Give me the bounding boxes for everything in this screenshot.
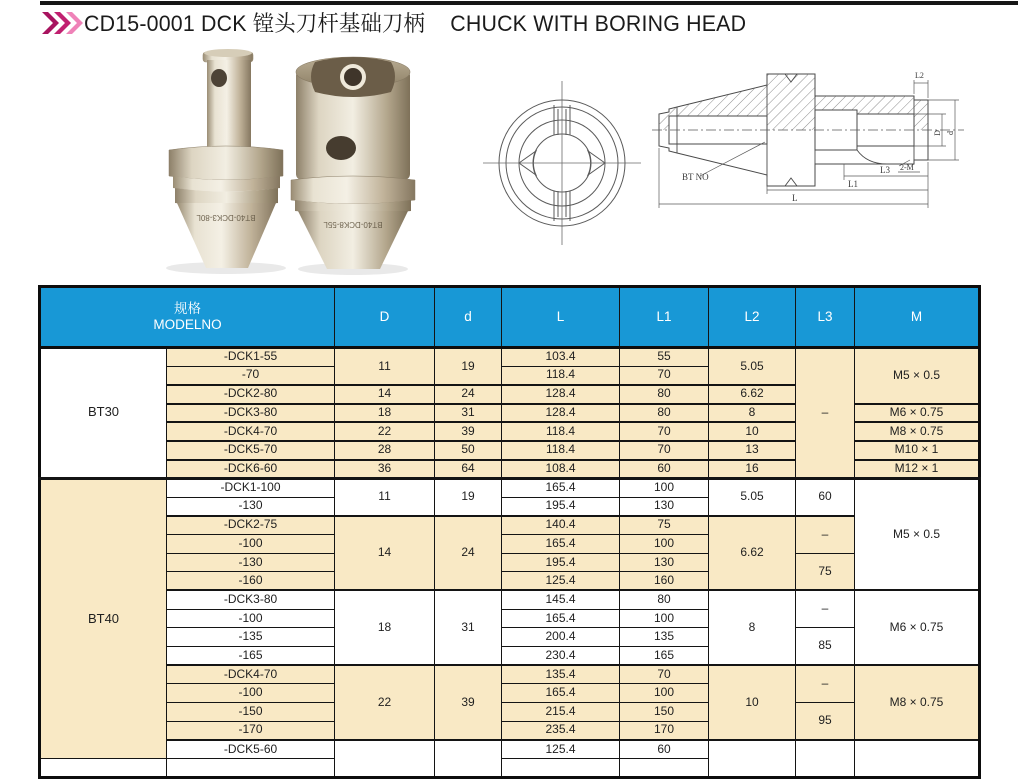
value-cell: 18 — [335, 404, 435, 423]
dim-label-2m: 2-M — [900, 163, 914, 172]
value-cell — [855, 740, 980, 777]
value-cell: 125.4 — [502, 740, 620, 759]
value-cell: – — [796, 590, 855, 627]
col-header-l2: L2 — [709, 287, 796, 348]
value-cell: 160 — [620, 572, 709, 591]
value-cell: 170 — [620, 721, 709, 740]
model-cell: -DCK2-75 — [167, 516, 335, 535]
value-cell: 39 — [435, 422, 502, 441]
value-cell: 130 — [620, 553, 709, 572]
value-cell: 60 — [620, 740, 709, 759]
value-cell: 6.62 — [709, 516, 796, 591]
value-cell: 8 — [709, 404, 796, 423]
value-cell: 19 — [435, 478, 502, 515]
value-cell: 8 — [709, 590, 796, 665]
value-cell: 22 — [335, 422, 435, 441]
value-cell: 16 — [709, 460, 796, 479]
value-cell: 128.4 — [502, 404, 620, 423]
value-cell: 5.05 — [709, 348, 796, 385]
value-cell — [796, 740, 855, 777]
value-cell: 145.4 — [502, 590, 620, 609]
title-row — [40, 7, 767, 38]
model-cell: -DCK5-70 — [167, 441, 335, 460]
model-cell: -150 — [167, 703, 335, 722]
value-cell: 14 — [335, 385, 435, 404]
value-cell: 60 — [796, 478, 855, 515]
value-cell — [502, 759, 620, 778]
value-cell — [435, 740, 502, 777]
spec-table-wrap — [38, 285, 978, 779]
value-cell: 165.4 — [502, 609, 620, 628]
value-cell — [167, 759, 335, 778]
col-header-m: M — [855, 287, 980, 348]
model-cell: -100 — [167, 609, 335, 628]
dim-label-btno: BT NO — [682, 172, 709, 182]
value-cell: 24 — [435, 516, 502, 591]
col-header-d: d — [435, 287, 502, 348]
model-cell: -DCK1-55 — [167, 348, 335, 367]
value-cell: 108.4 — [502, 460, 620, 479]
value-cell: 80 — [620, 590, 709, 609]
value-cell: 14 — [335, 516, 435, 591]
tool-holder-photo-left — [166, 49, 286, 274]
dim-label-l: L — [792, 193, 798, 203]
value-cell: 11 — [335, 478, 435, 515]
value-cell: M10 × 1 — [855, 441, 980, 460]
value-cell: 70 — [620, 366, 709, 385]
value-cell: 100 — [620, 684, 709, 703]
value-cell: M5 × 0.5 — [855, 348, 980, 404]
value-cell: 80 — [620, 385, 709, 404]
model-cell: -170 — [167, 721, 335, 740]
value-cell: M5 × 0.5 — [855, 478, 980, 590]
value-cell — [709, 740, 796, 777]
value-cell: 230.4 — [502, 647, 620, 666]
value-cell: 31 — [435, 590, 502, 665]
model-cell: -DCK1-100 — [167, 478, 335, 497]
value-cell: 80 — [620, 404, 709, 423]
value-cell: 55 — [620, 348, 709, 367]
value-cell: 150 — [620, 703, 709, 722]
spec-table-body — [40, 348, 980, 778]
value-cell: 195.4 — [502, 497, 620, 516]
value-cell: 10 — [709, 422, 796, 441]
col-header-l: L — [502, 287, 620, 348]
value-cell: 165.4 — [502, 534, 620, 553]
model-cell: -DCK6-60 — [167, 460, 335, 479]
value-cell: 100 — [620, 534, 709, 553]
value-cell: 70 — [620, 422, 709, 441]
value-cell: 28 — [335, 441, 435, 460]
value-cell: 60 — [620, 460, 709, 479]
value-cell: 235.4 — [502, 721, 620, 740]
value-cell: 10 — [709, 665, 796, 740]
value-cell: M6 × 0.75 — [855, 404, 980, 423]
spec-table — [38, 285, 981, 779]
value-cell: 165.4 — [502, 684, 620, 703]
model-cell: -DCK5-60 — [167, 740, 335, 759]
value-cell: 103.4 — [502, 348, 620, 367]
value-cell: M6 × 0.75 — [855, 590, 980, 665]
value-cell: 118.4 — [502, 422, 620, 441]
value-cell: 75 — [620, 516, 709, 535]
value-cell: – — [796, 516, 855, 553]
engraved-label-right: BT40-DCK8-55L — [323, 220, 383, 229]
col-header-d: D — [335, 287, 435, 348]
triple-chevron-icon — [40, 11, 84, 35]
value-cell: 100 — [620, 478, 709, 497]
model-cell: -165 — [167, 647, 335, 666]
value-cell: 19 — [435, 348, 502, 385]
value-cell: 31 — [435, 404, 502, 423]
value-cell: 128.4 — [502, 385, 620, 404]
value-cell: 24 — [435, 385, 502, 404]
front-view-drawing — [480, 78, 655, 253]
group-label-bt30: BT30 — [40, 348, 167, 479]
value-cell: 130 — [620, 497, 709, 516]
model-cell: -DCK4-70 — [167, 665, 335, 684]
value-cell: 135 — [620, 628, 709, 647]
value-cell: 70 — [620, 441, 709, 460]
value-cell: 118.4 — [502, 441, 620, 460]
dim-label-d-lower: d — [946, 131, 955, 135]
model-cell: -135 — [167, 628, 335, 647]
spec-table-header — [40, 287, 980, 348]
value-cell: – — [796, 348, 855, 479]
value-cell: 70 — [620, 665, 709, 684]
model-cell: -130 — [167, 553, 335, 572]
model-cell — [40, 759, 167, 778]
value-cell: 36 — [335, 460, 435, 479]
col-header-l1: L1 — [620, 287, 709, 348]
value-cell: 135.4 — [502, 665, 620, 684]
value-cell: 125.4 — [502, 572, 620, 591]
model-cell: -130 — [167, 497, 335, 516]
value-cell: 118.4 — [502, 366, 620, 385]
model-cell: -DCK3-80 — [167, 590, 335, 609]
value-cell: 165 — [620, 647, 709, 666]
value-cell: 75 — [796, 553, 855, 590]
value-cell: M8 × 0.75 — [855, 422, 980, 441]
model-cell: -100 — [167, 534, 335, 553]
value-cell: 64 — [435, 460, 502, 479]
value-cell: 85 — [796, 628, 855, 665]
product-photo — [85, 48, 465, 276]
value-cell: 100 — [620, 609, 709, 628]
value-cell: 140.4 — [502, 516, 620, 535]
value-cell: 39 — [435, 665, 502, 740]
value-cell: 11 — [335, 348, 435, 385]
value-cell: – — [796, 665, 855, 702]
side-view-drawing — [652, 52, 1020, 257]
value-cell: 95 — [796, 703, 855, 740]
value-cell: 195.4 — [502, 553, 620, 572]
dim-label-l3: L3 — [880, 165, 890, 175]
model-cell: -DCK2-80 — [167, 385, 335, 404]
group-label-bt40: BT40 — [40, 478, 167, 758]
model-cell: -160 — [167, 572, 335, 591]
dim-label-l2: L2 — [915, 71, 924, 80]
col-header-model: 规格 MODELNO — [40, 287, 335, 348]
dim-label-l1: L1 — [848, 179, 858, 189]
tool-holder-photo-right — [291, 57, 415, 275]
value-cell: M12 × 1 — [855, 460, 980, 479]
value-cell: 22 — [335, 665, 435, 740]
value-cell: 18 — [335, 590, 435, 665]
model-cell: -DCK3-80 — [167, 404, 335, 423]
col-header-l3: L3 — [796, 287, 855, 348]
value-cell: 50 — [435, 441, 502, 460]
value-cell: 215.4 — [502, 703, 620, 722]
value-cell: 5.05 — [709, 478, 796, 515]
value-cell — [335, 740, 435, 777]
model-cell: -DCK4-70 — [167, 422, 335, 441]
model-cell: -100 — [167, 684, 335, 703]
page-title-code: CD15-0001 DCK 镗头刀杆基础刀柄 — [84, 11, 426, 36]
dim-label-d-upper: D — [933, 130, 942, 136]
model-cell: -70 — [167, 366, 335, 385]
value-cell: 13 — [709, 441, 796, 460]
value-cell: 165.4 — [502, 478, 620, 497]
title-rule — [40, 1, 1018, 5]
value-cell: 6.62 — [709, 385, 796, 404]
value-cell: 200.4 — [502, 628, 620, 647]
page-title — [84, 7, 746, 38]
engraved-label-left: BT40-DCK3-80L — [196, 213, 256, 222]
value-cell: M8 × 0.75 — [855, 665, 980, 740]
page-title-en: CHUCK WITH BORING HEAD — [450, 11, 747, 36]
